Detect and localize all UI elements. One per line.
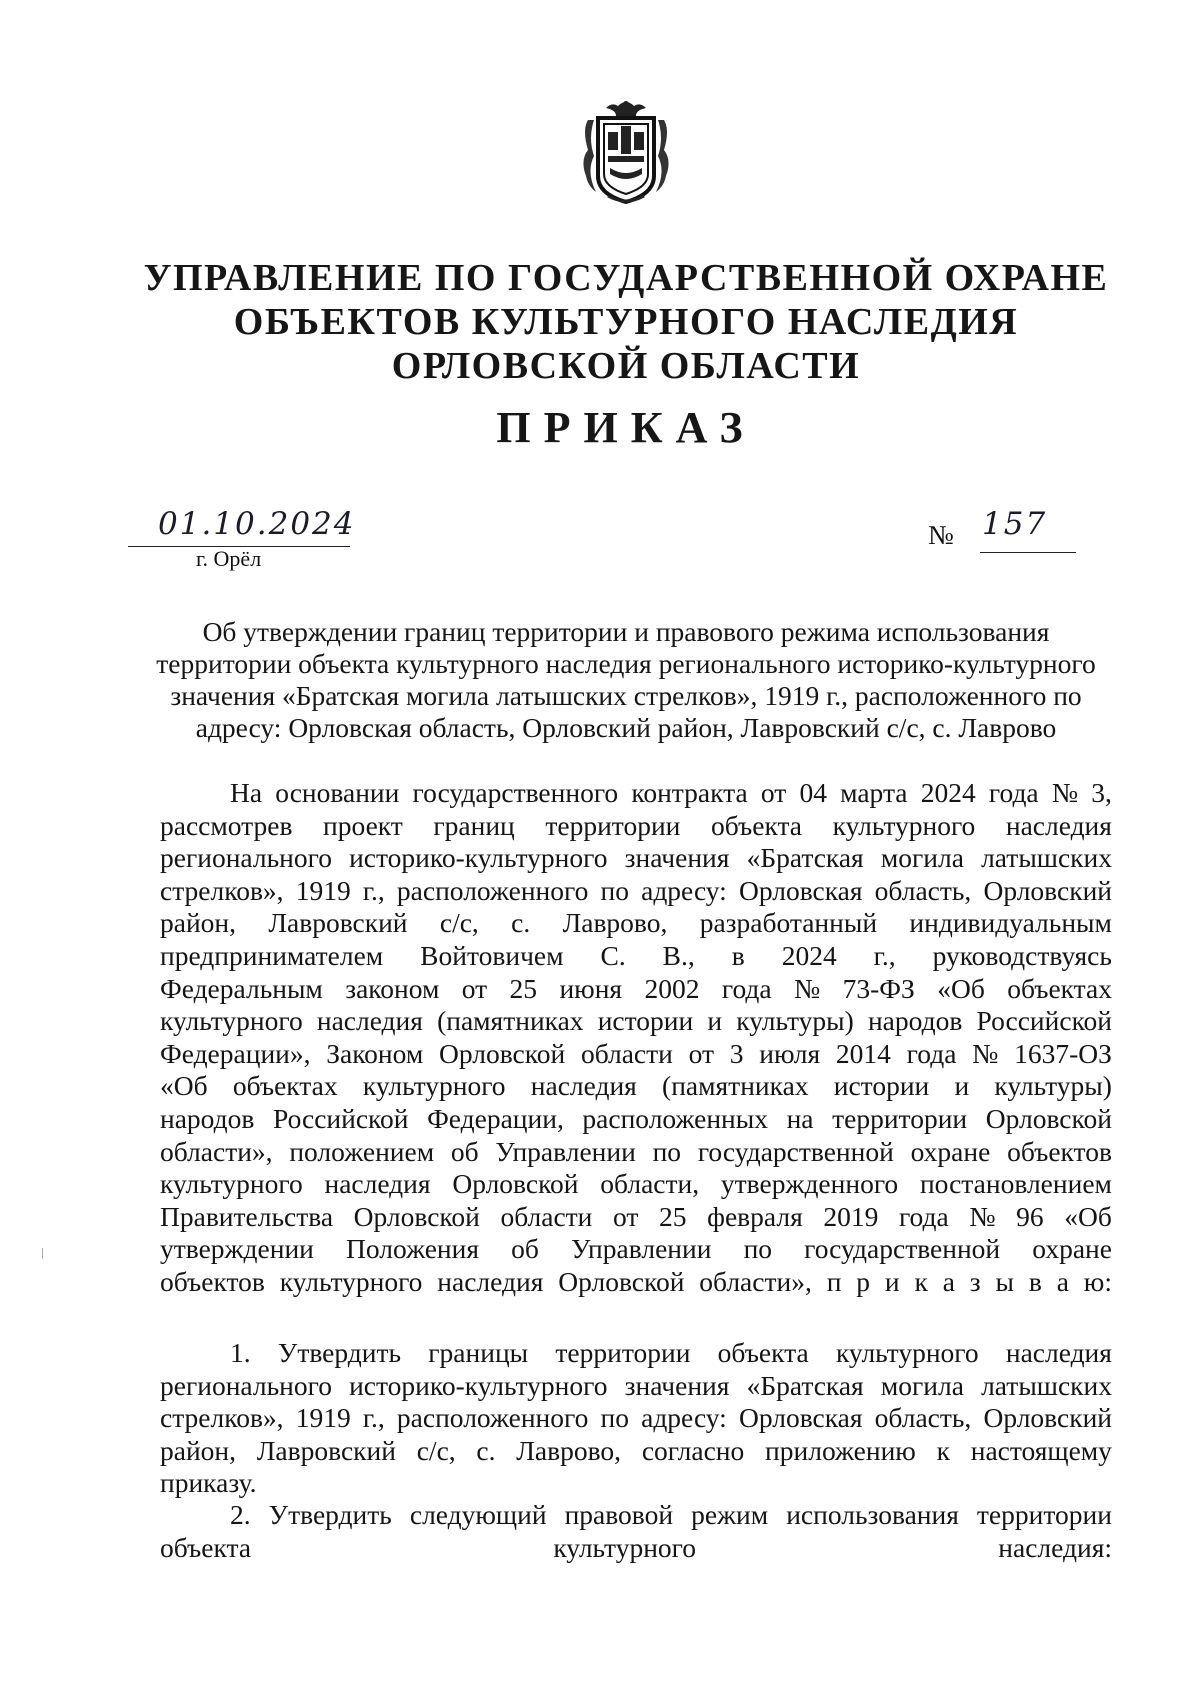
handwritten-date: 01.10.2024 (158, 506, 356, 542)
number-block (928, 506, 1078, 552)
word: Федеральным (160, 972, 323, 1004)
word: Орловский (983, 1402, 1112, 1434)
word: культурного (835, 1337, 979, 1368)
word: области (500, 1200, 593, 1232)
paragraph-line (160, 1233, 1112, 1266)
word: расположенного (396, 874, 589, 906)
word: культурного (362, 1070, 506, 1102)
word: наследия (316, 1005, 423, 1037)
order-subject (140, 616, 1112, 744)
word: № (972, 1037, 999, 1069)
word: наследия (1005, 809, 1112, 841)
word: июня (559, 972, 623, 1004)
word: Российской (272, 1102, 409, 1134)
word: Утвердить (277, 1337, 402, 1368)
word: территории (545, 809, 681, 841)
agency-title-line: УПРАВЛЕНИЕ ПО ГОСУДАРСТВЕННОЙ ОХРАНЕ (143, 257, 1109, 299)
word: проект (323, 809, 403, 841)
word: руководствуясь (932, 939, 1112, 971)
word: расположенного (396, 1402, 589, 1434)
word: и (954, 1070, 970, 1102)
word: контракта (631, 777, 748, 808)
word: могила (880, 842, 964, 874)
word: объектах (232, 1070, 338, 1102)
word: регионального (160, 842, 332, 874)
word: положением (289, 1135, 435, 1167)
clause-2-paragraph (160, 1499, 1112, 1564)
word: наследия (530, 1070, 637, 1102)
paragraph-line (160, 1499, 1112, 1532)
word: территории (832, 1102, 968, 1134)
word: Законом (326, 1037, 424, 1069)
word: по (652, 1135, 682, 1167)
agency-title-line: ОРЛОВСКОЙ ОБЛАСТИ (391, 345, 861, 387)
word: на (786, 1102, 814, 1134)
subject-line: Об утверждении границ территории и правового режима использования (202, 616, 1050, 647)
paragraph-line (160, 875, 1112, 908)
word: Утвердить (268, 1499, 392, 1530)
word: правовой (564, 1499, 674, 1530)
paragraph-line (160, 1070, 1112, 1103)
word: области (580, 1037, 673, 1069)
word: к (936, 1434, 950, 1466)
word: № (1051, 777, 1079, 808)
word: 3 (729, 1037, 744, 1069)
number-sign: № (928, 520, 954, 550)
word: охране (1032, 1233, 1112, 1265)
paragraph-line (160, 842, 1112, 875)
word: Управлении (495, 1135, 636, 1167)
subject-line: адресу: Орловская область, Орловский район, Лавровский с/с, с. Лаврово (195, 712, 1057, 743)
word: культурного (160, 1005, 303, 1037)
scan-mark (42, 1248, 43, 1259)
agency-title (140, 256, 1112, 388)
word: Орловской (353, 1200, 480, 1232)
word: государственной (804, 1233, 1001, 1265)
word: об (450, 1135, 479, 1167)
word: с/с, (416, 1434, 456, 1466)
word: г., (873, 939, 896, 971)
word: культуры) (994, 1070, 1112, 1102)
paragraph-line (160, 1103, 1112, 1136)
word: года (988, 777, 1039, 808)
word: 2019 (823, 1200, 879, 1232)
word: адресу: (641, 1402, 727, 1434)
word: следующий (409, 1499, 547, 1530)
word: 3, (1091, 777, 1112, 808)
word: народов (160, 1102, 255, 1134)
agency-title-line: ОБЪЕКТОВ КУЛЬТУРНОГО НАСЛЕДИЯ (233, 301, 1019, 343)
word: Орловской (985, 1102, 1112, 1134)
word: территории (555, 1337, 691, 1368)
word: объектов (1007, 1135, 1112, 1167)
word: основании (275, 777, 400, 808)
paragraph-line (160, 777, 1112, 810)
word: область, (874, 874, 972, 906)
coat-of-arms-emblem (578, 98, 674, 210)
paragraph-line (160, 940, 1112, 973)
word: Федерации, (427, 1102, 564, 1134)
word: стрелков», (160, 1402, 284, 1434)
word: адресу: (641, 874, 727, 906)
word: район, (160, 907, 237, 939)
word: по (600, 1402, 629, 1434)
word: культуры) (736, 1005, 854, 1037)
paragraph-line (160, 1136, 1112, 1169)
word: Управлении (571, 1233, 712, 1265)
word: наследия (324, 1168, 431, 1200)
number-underline (980, 552, 1076, 553)
handwritten-number: 157 (982, 506, 1048, 542)
word: индивидуальным (909, 907, 1112, 939)
word: года (898, 1200, 949, 1232)
word: объекта (710, 809, 803, 841)
word: с. (476, 1434, 496, 1466)
word: латышских (981, 842, 1112, 874)
word: Правительства (160, 1200, 334, 1232)
subject-line: территории объекта культурного наследия регионального историко-культурного (156, 648, 1096, 679)
preamble-paragraph (160, 777, 1112, 1299)
word: стрелков», (160, 874, 284, 906)
word: «Братская (746, 842, 864, 874)
word: Орловский (983, 874, 1112, 906)
word: режим (691, 1499, 769, 1530)
word: № (794, 972, 821, 1004)
word: утверждении (160, 1233, 314, 1265)
word: июля (759, 1037, 821, 1069)
word: Войтовичем (420, 939, 564, 971)
word: область, (874, 1402, 972, 1434)
word: Лаврово, (562, 907, 668, 939)
word: предпринимателем (160, 939, 384, 971)
word: в (731, 939, 745, 971)
word: области, (600, 1168, 700, 1200)
word: от (461, 972, 488, 1004)
word: 2. (230, 1499, 251, 1530)
word: марта (840, 777, 908, 808)
word: законом (345, 972, 440, 1004)
word: значения (624, 842, 730, 874)
word: могила (880, 1369, 964, 1401)
word: использования (786, 1499, 959, 1530)
word: от (613, 1200, 639, 1232)
word: Орловская (738, 1402, 863, 1434)
word: 25 (659, 1200, 687, 1232)
word: Российской (976, 1005, 1112, 1037)
paragraph-line (160, 1337, 1112, 1370)
word: С. (600, 939, 626, 971)
word: 2014 (835, 1037, 891, 1069)
paragraph-line (160, 810, 1112, 843)
word: 2024 (781, 939, 837, 971)
word: Лавровский (256, 1434, 396, 1466)
word: 1919 (295, 1402, 351, 1434)
word: 2002 (644, 972, 700, 1004)
word: об (511, 1233, 539, 1265)
word: охране (910, 1135, 991, 1167)
word: области», (160, 1135, 273, 1167)
word: границы (428, 1337, 529, 1368)
word: границ (433, 809, 515, 841)
word: «Об (937, 972, 985, 1004)
word: февраля (707, 1200, 803, 1232)
word: от (760, 777, 787, 808)
word: территории (976, 1499, 1112, 1530)
word: Орловской (452, 1168, 579, 1200)
word: Федерации», (160, 1037, 311, 1069)
document-type: ПРИКАЗ (496, 403, 756, 452)
word: приложению (765, 1434, 916, 1466)
word: значения (624, 1369, 730, 1401)
paragraph-line: приказу. (160, 1467, 257, 1499)
word: 25 (509, 972, 538, 1004)
word: историко-культурного (349, 842, 608, 874)
word: с. (511, 907, 531, 939)
word: 1637-ОЗ (1014, 1037, 1112, 1069)
word: культурного (832, 809, 976, 841)
word: Орловская (738, 874, 863, 906)
word: В., (662, 939, 695, 971)
word: народов (867, 1005, 963, 1037)
paragraph-line (160, 907, 1112, 940)
word: (памятниках (662, 1070, 809, 1102)
word: культурного (160, 1168, 303, 1200)
paragraph-line (160, 973, 1112, 1006)
word: район, (160, 1434, 237, 1466)
paragraph-line (160, 1435, 1112, 1468)
word: разработанный (699, 907, 878, 939)
word: государственного (412, 777, 619, 808)
word: 1919 (295, 874, 351, 906)
word: с/с, (439, 907, 479, 939)
word: истории (597, 1005, 694, 1037)
word: от (688, 1037, 715, 1069)
word: расположенных (582, 1102, 768, 1134)
paragraph-line (160, 1168, 1112, 1201)
word: года (906, 1037, 957, 1069)
paragraph-line: объектов культурного наследия Орловской области», п р и к а з ы в а ю: (160, 1265, 1112, 1297)
word: «Об (160, 1070, 208, 1102)
word: г., (362, 874, 385, 906)
word: государственной (697, 1135, 894, 1167)
word: «Братская (746, 1369, 864, 1401)
word: истории (833, 1070, 930, 1102)
word: по (600, 874, 629, 906)
word: Лаврово, (516, 1434, 622, 1466)
word: историко-культурного (349, 1369, 608, 1401)
word: 73-ФЗ (842, 972, 915, 1004)
word: «Об (1064, 1200, 1112, 1232)
paragraph-line (160, 1005, 1112, 1038)
word: согласно (641, 1434, 745, 1466)
word: регионального (160, 1369, 332, 1401)
city-label: г. Орёл (196, 546, 262, 571)
word: Лавровский (268, 907, 408, 939)
word: настоящему (970, 1434, 1112, 1466)
word: 04 (799, 777, 827, 808)
word: 2024 (920, 777, 976, 808)
subject-line: значения «Братская могила латышских стрелков», 1919 г., расположенного по (170, 680, 1082, 711)
word: по (743, 1233, 773, 1265)
word: г., (362, 1402, 385, 1434)
word: объекта (717, 1337, 809, 1368)
word: № (969, 1200, 996, 1232)
word: 1. (230, 1337, 251, 1368)
paragraph-line: объекта культурного наследия: (160, 1531, 1112, 1563)
paragraph-line (160, 1402, 1112, 1435)
word: 96 (1016, 1200, 1044, 1232)
clause-1-paragraph (160, 1337, 1112, 1500)
paragraph-line (160, 1038, 1112, 1071)
word: латышских (981, 1369, 1112, 1401)
word: Положения (346, 1233, 479, 1265)
paragraph-line (160, 1201, 1112, 1234)
word: утвержденного (720, 1168, 899, 1200)
word: На (230, 777, 263, 808)
word: рассмотрев (160, 809, 293, 841)
date-block (128, 506, 356, 572)
paragraph-line (160, 1370, 1112, 1403)
word: объектах (1007, 972, 1112, 1004)
word: и (707, 1005, 723, 1037)
word: года (721, 972, 772, 1004)
word: постановлением (919, 1168, 1112, 1200)
word: (памятниках (437, 1005, 584, 1037)
word: Орловской (439, 1037, 566, 1069)
word: наследия (1005, 1337, 1112, 1368)
